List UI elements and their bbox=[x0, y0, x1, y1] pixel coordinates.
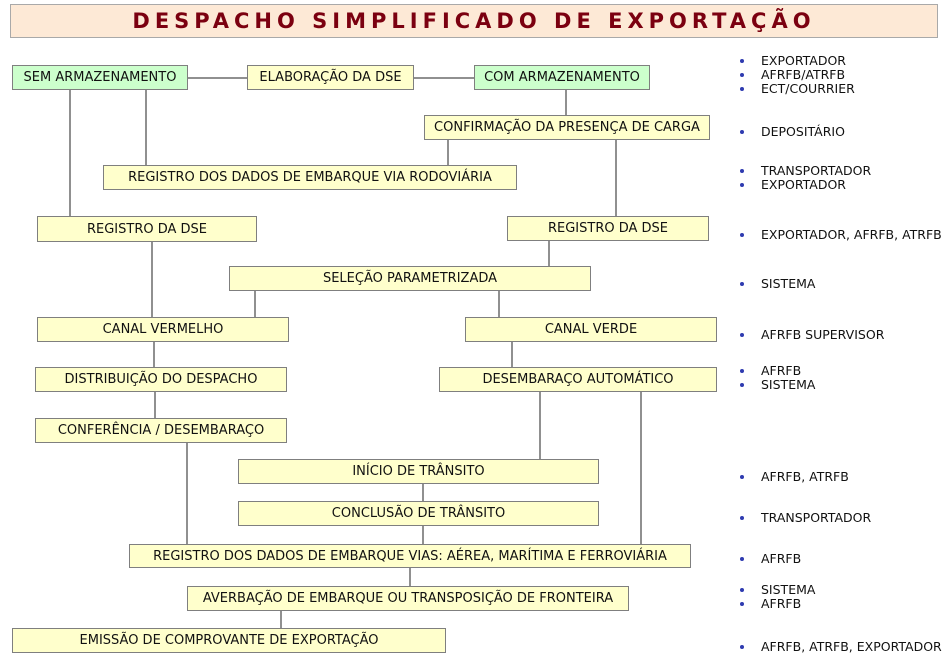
step-registro-dse-right: REGISTRO DA DSE bbox=[507, 216, 709, 241]
bullet-icon bbox=[740, 645, 744, 649]
bullet-icon bbox=[740, 557, 744, 561]
bullet-icon bbox=[740, 282, 744, 286]
bullet-icon bbox=[740, 183, 744, 187]
step-registro-embarque-vias: REGISTRO DOS DADOS DE EMBARQUE VIAS: AÉREA, MARÍTIMA E FERROVIÁRIA bbox=[129, 544, 691, 568]
bullet-icon bbox=[740, 383, 744, 387]
bullet-icon bbox=[740, 130, 744, 134]
role-item: DEPOSITÁRIO bbox=[736, 125, 946, 139]
role-item: AFRFB, ATRFB, EXPORTADOR bbox=[736, 640, 946, 654]
bullet-icon bbox=[740, 588, 744, 592]
roles-conclusao-transito bbox=[736, 511, 946, 525]
step-sem-armazenamento: SEM ARMAZENAMENTO bbox=[12, 65, 188, 90]
role-item: EXPORTADOR bbox=[736, 178, 946, 192]
step-elaboracao-dse: ELABORAÇÃO DA DSE bbox=[247, 65, 414, 90]
bullet-icon bbox=[740, 233, 744, 237]
role-item: AFRFB bbox=[736, 597, 946, 611]
step-inicio-transito: INÍCIO DE TRÂNSITO bbox=[238, 459, 599, 484]
bullet-icon bbox=[740, 475, 744, 479]
roles-averbacao bbox=[736, 583, 946, 611]
step-emissao-comprovante: EMISSÃO DE COMPROVANTE DE EXPORTAÇÃO bbox=[12, 628, 446, 653]
step-canal-verde: CANAL VERDE bbox=[465, 317, 717, 342]
role-item: AFRFB bbox=[736, 552, 946, 566]
bullet-icon bbox=[740, 516, 744, 520]
bullet-icon bbox=[740, 369, 744, 373]
bullet-icon bbox=[740, 73, 744, 77]
bullet-icon bbox=[740, 333, 744, 337]
role-item: SISTEMA bbox=[736, 277, 946, 291]
step-selecao-parametrizada: SELEÇÃO PARAMETRIZADA bbox=[229, 266, 591, 291]
role-item: SISTEMA bbox=[736, 583, 946, 597]
step-desembaraco-automatico: DESEMBARAÇO AUTOMÁTICO bbox=[439, 367, 717, 392]
step-com-armazenamento: COM ARMAZENAMENTO bbox=[474, 65, 650, 90]
page-title: DESPACHO SIMPLIFICADO DE EXPORTAÇÃO bbox=[10, 4, 938, 38]
step-registro-dse-left: REGISTRO DA DSE bbox=[37, 216, 257, 242]
role-item: ECT/COURRIER bbox=[736, 82, 946, 96]
role-item: TRANSPORTADOR bbox=[736, 164, 946, 178]
roles-registro-vias bbox=[736, 552, 946, 566]
role-item: AFRFB/ATRFB bbox=[736, 68, 946, 82]
step-averbacao-embarque: AVERBAÇÃO DE EMBARQUE OU TRANSPOSIÇÃO DE FRONTEIRA bbox=[187, 586, 629, 611]
bullet-icon bbox=[740, 59, 744, 63]
step-conclusao-transito: CONCLUSÃO DE TRÂNSITO bbox=[238, 501, 599, 526]
bullet-icon bbox=[740, 87, 744, 91]
roles-registro-embarque bbox=[736, 164, 946, 192]
role-item: EXPORTADOR, AFRFB, ATRFB bbox=[736, 228, 946, 242]
roles-confirmacao bbox=[736, 125, 946, 139]
role-item: EXPORTADOR bbox=[736, 54, 946, 68]
roles-registro-dse bbox=[736, 228, 946, 242]
roles-inicio-transito bbox=[736, 470, 946, 484]
roles-elaboracao bbox=[736, 54, 946, 96]
step-conferencia-desembaraco: CONFERÊNCIA / DESEMBARAÇO bbox=[35, 418, 287, 443]
step-canal-vermelho: CANAL VERMELHO bbox=[37, 317, 289, 342]
roles-canais bbox=[736, 328, 946, 342]
roles-emissao bbox=[736, 640, 946, 654]
bullet-icon bbox=[740, 169, 744, 173]
role-item: TRANSPORTADOR bbox=[736, 511, 946, 525]
role-item: SISTEMA bbox=[736, 378, 946, 392]
bullet-icon bbox=[740, 602, 744, 606]
step-registro-embarque-rodoviaria: REGISTRO DOS DADOS DE EMBARQUE VIA RODOVIÁRIA bbox=[103, 165, 517, 190]
role-item: AFRFB, ATRFB bbox=[736, 470, 946, 484]
step-distribuicao-despacho: DISTRIBUIÇÃO DO DESPACHO bbox=[35, 367, 287, 392]
role-item: AFRFB SUPERVISOR bbox=[736, 328, 946, 342]
step-confirmacao-presenca-carga: CONFIRMAÇÃO DA PRESENÇA DE CARGA bbox=[424, 115, 710, 140]
roles-selecao bbox=[736, 277, 946, 291]
roles-distribuicao bbox=[736, 364, 946, 392]
role-item: AFRFB bbox=[736, 364, 946, 378]
